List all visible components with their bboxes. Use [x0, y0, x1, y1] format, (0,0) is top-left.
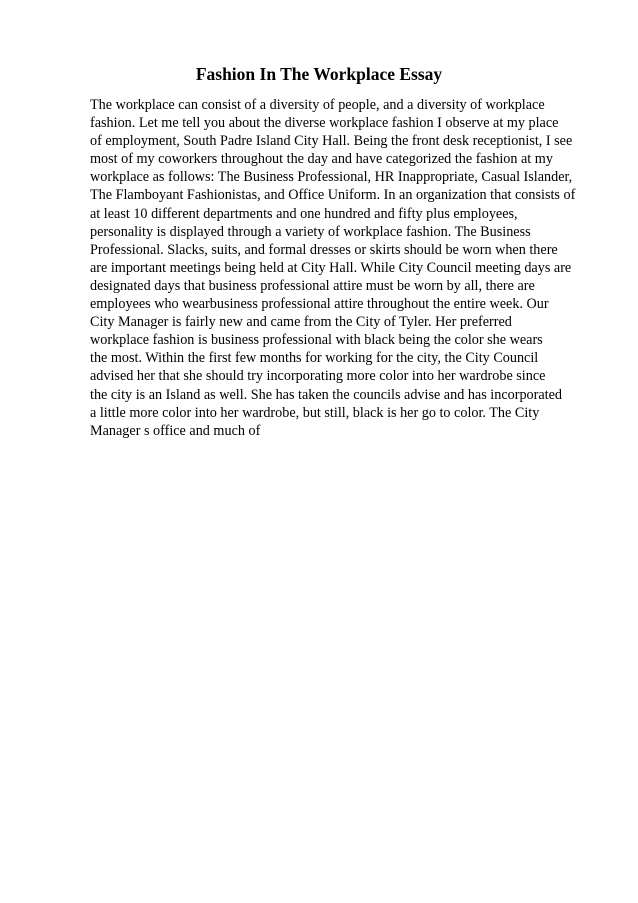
body-line: The Flamboyant Fashionistas, and Office Uniform. In an organization that consists of	[90, 187, 576, 204]
body-line: workplace as follows: The Business Professional, HR Inappropriate, Casual Islander,	[90, 169, 573, 186]
body-line: Manager s office and much of	[90, 422, 261, 439]
body-line: The workplace can consist of a diversity of people, and a diversity of workplace	[90, 97, 545, 113]
body-line: the city is an Island as well. She has taken the councils advise and has incorporated	[90, 386, 562, 403]
body-line: City Manager is fairly new and came from the City of Tyler. Her preferred	[90, 314, 512, 331]
body-line: are important meetings being held at City Hall. While City Council meeting days are	[90, 259, 572, 276]
document-title: Fashion In The Workplace Essay	[195, 64, 443, 84]
body-line: at least 10 different departments and one hundred and fifty plus employees,	[90, 205, 518, 222]
body-line: Professional. Slacks, suits, and formal dresses or skirts should be worn when there	[90, 241, 558, 258]
body-line: designated days that business professional attire must be worn by all, there are	[90, 277, 535, 294]
body-line: advised her that she should try incorporating more color into her wardrobe since	[90, 368, 546, 385]
body-line: of employment, South Padre Island City Hall. Being the front desk receptionist, I see	[90, 133, 573, 150]
body-line: most of my coworkers throughout the day and have categorized the fashion at my	[90, 151, 553, 168]
body-line: fashion. Let me tell you about the diverse workplace fashion I observe at my place	[90, 115, 559, 132]
document-body	[90, 96, 610, 440]
body-line: workplace fashion is business professional with black being the color she wears	[90, 332, 543, 349]
body-line: the most. Within the first few months for working for the city, the City Council	[90, 350, 539, 367]
body-line: personality is displayed through a variety of workplace fashion. The Business	[90, 223, 531, 240]
body-line: a little more color into her wardrobe, but still, black is her go to color. The City	[90, 404, 540, 421]
body-line: employees who wearbusiness professional attire throughout the entire week. Our	[90, 296, 549, 313]
